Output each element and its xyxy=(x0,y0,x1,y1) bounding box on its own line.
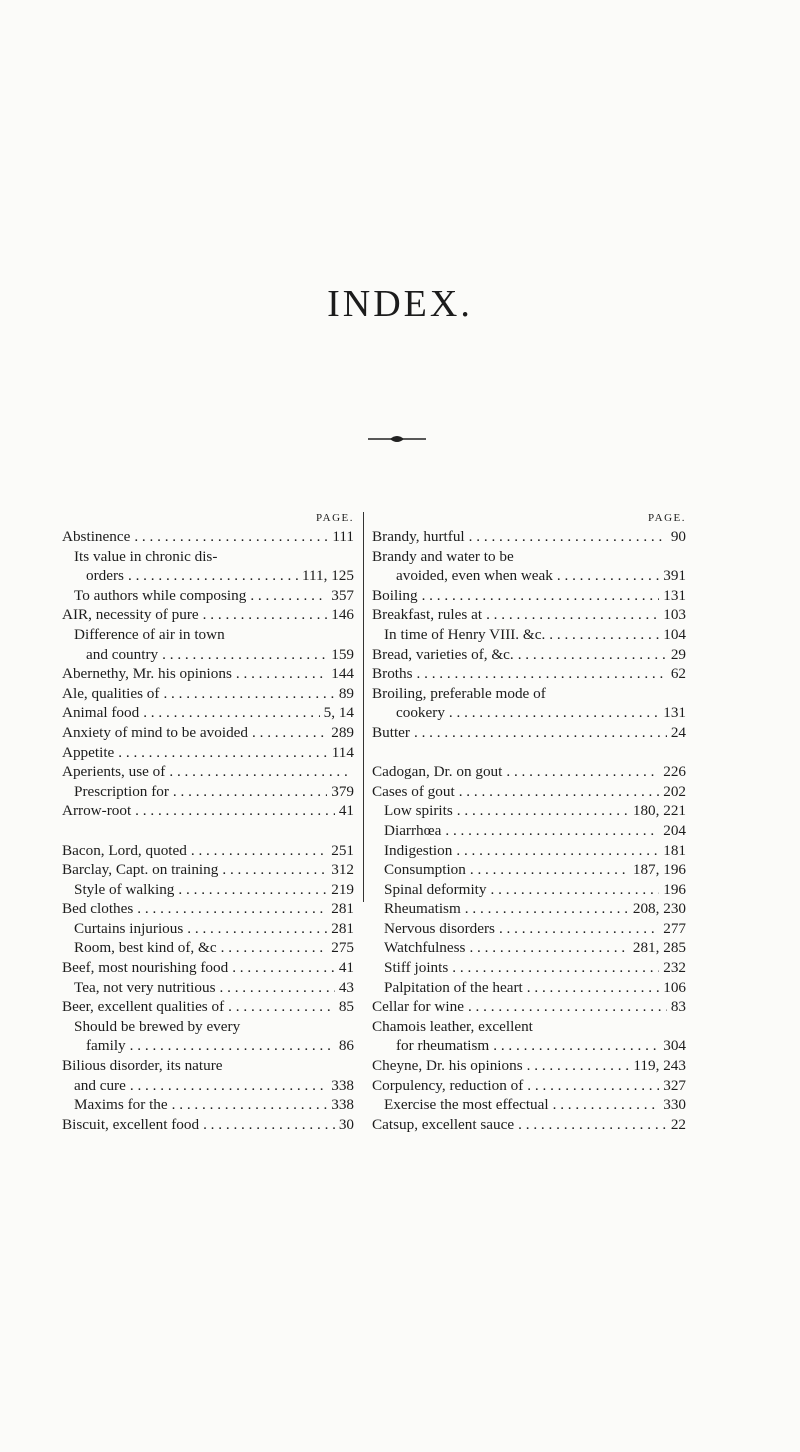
page-title: INDEX. xyxy=(327,283,473,325)
index-entry xyxy=(372,566,686,586)
dot-leader xyxy=(518,645,667,665)
dot-leader xyxy=(163,684,334,704)
entry-label: Stiff joints xyxy=(384,959,449,977)
dot-leader xyxy=(527,1076,659,1096)
index-entry xyxy=(372,1095,686,1115)
entry-page-number: 281 xyxy=(331,900,354,918)
entry-label: Broths xyxy=(372,665,413,683)
index-list-right xyxy=(372,527,686,1134)
index-entry xyxy=(62,1036,354,1056)
index-entry xyxy=(62,880,354,900)
entry-page-number: 103 xyxy=(663,606,686,624)
dot-leader xyxy=(469,938,628,958)
dot-leader xyxy=(445,821,659,841)
index-entry xyxy=(372,919,686,939)
entry-label: and cure xyxy=(74,1076,126,1094)
dot-leader xyxy=(486,605,659,625)
index-entry xyxy=(62,782,354,802)
entry-label: Indigestion xyxy=(384,841,453,859)
entry-label: Abernethy, Mr. his opinions xyxy=(62,665,232,683)
index-entry xyxy=(372,1036,686,1056)
index-entry xyxy=(372,664,686,684)
entry-page-number: 180, 221 xyxy=(632,802,686,820)
dot-leader xyxy=(557,566,659,586)
entry-label: for rheumatism xyxy=(396,1037,490,1055)
entry-label: In time of Henry VIII. &c. xyxy=(384,625,546,643)
index-entry xyxy=(62,664,354,684)
index-entry xyxy=(62,703,354,723)
index-entry xyxy=(372,762,686,782)
page-column-heading: PAGE. xyxy=(648,512,686,524)
entry-page-number: 251 xyxy=(331,841,354,859)
section-gap xyxy=(62,821,354,841)
index-entry xyxy=(372,586,686,606)
dot-leader xyxy=(220,978,335,998)
index-entry xyxy=(62,645,354,665)
entry-label: Tea, not very nutritious xyxy=(74,978,216,996)
index-entry xyxy=(62,1076,354,1096)
entry-label: Consumption xyxy=(384,861,466,879)
entry-label: Bread, varieties of, &c. xyxy=(372,645,514,663)
entry-label: Barclay, Capt. on training xyxy=(62,861,219,879)
index-entry xyxy=(62,684,354,704)
entry-page-number: 83 xyxy=(670,998,686,1016)
entry-label: Ale, qualities of xyxy=(62,684,160,702)
entry-label: Spinal deformity xyxy=(384,880,487,898)
entry-label: Boiling xyxy=(372,586,418,604)
dot-leader xyxy=(468,997,667,1017)
index-list-left xyxy=(62,527,354,1134)
index-entry xyxy=(372,997,686,1017)
dot-leader xyxy=(172,1095,328,1115)
entry-label: Cellar for wine xyxy=(372,998,464,1016)
dot-leader xyxy=(491,880,660,900)
index-entry xyxy=(62,997,354,1017)
entry-label: Arrow-root xyxy=(62,802,132,820)
dot-leader xyxy=(203,605,328,625)
index-entry xyxy=(62,899,354,919)
index-entry xyxy=(62,743,354,763)
dot-leader xyxy=(203,1115,335,1135)
entry-label: orders xyxy=(86,567,124,585)
dot-leader xyxy=(417,664,667,684)
entry-label: Appetite xyxy=(62,743,115,761)
entry-page-number: 90 xyxy=(670,528,686,545)
index-entry xyxy=(62,566,354,586)
entry-page-number: 62 xyxy=(670,665,686,683)
index-entry xyxy=(62,1095,354,1115)
dot-leader xyxy=(222,860,327,880)
dot-leader xyxy=(130,1036,335,1056)
entry-page-number: 106 xyxy=(663,978,686,996)
dot-leader xyxy=(143,703,319,723)
index-entry xyxy=(62,762,354,782)
entry-label: Bacon, Lord, quoted xyxy=(62,841,187,859)
index-entry xyxy=(62,938,354,958)
index-entry xyxy=(62,801,354,821)
entry-page-number: 144 xyxy=(331,665,354,683)
entry-label: and country xyxy=(86,645,159,663)
entry-page-number: 289 xyxy=(331,723,354,741)
entry-page-number: 86 xyxy=(338,1037,354,1055)
entry-label: cookery xyxy=(396,704,445,722)
column-divider xyxy=(363,512,364,902)
entry-page-number: 41 xyxy=(338,959,354,977)
entry-label: Brandy and water to be xyxy=(372,547,514,565)
index-entry xyxy=(62,841,354,861)
dot-leader xyxy=(252,723,327,743)
entry-label: Animal food xyxy=(62,704,140,722)
index-entry xyxy=(372,684,686,704)
dot-leader xyxy=(130,1076,327,1096)
entry-page-number: 41 xyxy=(338,802,354,820)
entry-page-number: 219 xyxy=(331,880,354,898)
entry-page-number: 114 xyxy=(331,743,354,761)
entry-label: Abstinence xyxy=(62,528,131,545)
entry-label: Biscuit, excellent food xyxy=(62,1115,200,1133)
index-entry xyxy=(372,841,686,861)
dot-leader xyxy=(493,1036,659,1056)
index-entry xyxy=(372,1017,686,1037)
entry-label: Its value in chronic dis- xyxy=(74,547,218,565)
entry-page-number: 43 xyxy=(338,978,354,996)
dot-leader xyxy=(422,586,660,606)
index-entry xyxy=(62,586,354,606)
entry-page-number: 232 xyxy=(663,959,686,977)
entry-label: Breakfast, rules at xyxy=(372,606,483,624)
entry-label: To authors while composing xyxy=(74,586,247,604)
entry-page-number: 304 xyxy=(663,1037,686,1055)
entry-page-number: 330 xyxy=(663,1096,686,1114)
dot-leader xyxy=(470,860,629,880)
dot-leader xyxy=(465,899,629,919)
index-entry xyxy=(62,547,354,567)
page-column-heading: PAGE. xyxy=(316,512,354,524)
index-entry xyxy=(372,821,686,841)
dot-leader xyxy=(236,664,327,684)
entry-label: AIR, necessity of pure xyxy=(62,606,199,624)
entry-page-number: 111 xyxy=(332,528,354,545)
entry-label: Rheumatism xyxy=(384,900,461,918)
dot-leader xyxy=(527,1056,630,1076)
entry-label: Should be brewed by every xyxy=(74,1017,241,1035)
index-entry xyxy=(62,723,354,743)
dot-leader xyxy=(549,625,659,645)
entry-page-number: 202 xyxy=(663,782,686,800)
entry-label: Nervous disorders xyxy=(384,919,495,937)
index-entry xyxy=(372,1076,686,1096)
dot-leader xyxy=(221,938,328,958)
index-entry xyxy=(372,547,686,567)
index-entry xyxy=(372,645,686,665)
entry-page-number: 338 xyxy=(331,1076,354,1094)
entry-page-number: 131 xyxy=(663,586,686,604)
index-entry xyxy=(372,978,686,998)
entry-page-number: 204 xyxy=(663,821,686,839)
dot-leader xyxy=(414,723,667,743)
entry-label: Beef, most nourishing food xyxy=(62,959,229,977)
divider-ornament xyxy=(366,433,428,445)
entry-label: Difference of air in town xyxy=(74,625,225,643)
entry-page-number: 29 xyxy=(670,645,686,663)
entry-label: Brandy, hurtful xyxy=(372,528,465,545)
index-entry xyxy=(372,899,686,919)
index-column-right xyxy=(372,510,686,1134)
dot-leader xyxy=(449,703,659,723)
entry-page-number: 24 xyxy=(670,723,686,741)
dot-leader xyxy=(137,899,327,919)
entry-page-number: 111, 125 xyxy=(301,567,354,585)
dot-leader xyxy=(162,645,327,665)
index-entry xyxy=(372,723,686,743)
dot-leader xyxy=(134,527,328,547)
index-entry xyxy=(372,801,686,821)
entry-page-number: 281 xyxy=(331,919,354,937)
index-entry xyxy=(372,958,686,978)
entry-label: Prescription for xyxy=(74,782,169,800)
entry-label: Watchfulness xyxy=(384,939,466,957)
entry-page-number: 187, 196 xyxy=(632,861,686,879)
index-entry xyxy=(62,919,354,939)
entry-page-number: 208, 230 xyxy=(632,900,686,918)
index-entry xyxy=(62,625,354,645)
entry-label: Bilious disorder, its nature xyxy=(62,1057,223,1075)
dot-leader xyxy=(228,997,335,1017)
index-entry xyxy=(62,978,354,998)
index-entry xyxy=(62,958,354,978)
dot-leader xyxy=(553,1095,660,1115)
dot-leader xyxy=(173,782,327,802)
entry-page-number: 119, 243 xyxy=(633,1057,686,1075)
index-entry xyxy=(62,1056,354,1076)
dot-leader xyxy=(518,1115,667,1135)
entry-page-number: 338 xyxy=(331,1096,354,1114)
entry-label: Aperients, use of xyxy=(62,763,166,781)
entry-label: Cheyne, Dr. his opinions xyxy=(372,1057,523,1075)
dot-leader xyxy=(527,978,659,998)
entry-page-number: 89 xyxy=(338,684,354,702)
index-column-left xyxy=(62,510,354,1134)
dot-leader xyxy=(128,566,298,586)
dot-leader xyxy=(499,919,659,939)
index-entry xyxy=(372,1056,686,1076)
entry-label: Cadogan, Dr. on gout xyxy=(372,763,503,781)
entry-label: Catsup, excellent sauce xyxy=(372,1115,515,1133)
dot-leader xyxy=(506,762,659,782)
section-gap xyxy=(372,743,686,763)
entry-page-number: 281, 285 xyxy=(632,939,686,957)
entry-label: Butter xyxy=(372,723,410,741)
dot-leader xyxy=(135,801,335,821)
entry-label: Style of walking xyxy=(74,880,175,898)
entry-label: Cases of gout xyxy=(372,782,455,800)
index-entry xyxy=(372,703,686,723)
entry-label: Maxims for the xyxy=(74,1096,168,1114)
entry-label: Palpitation of the heart xyxy=(384,978,523,996)
entry-page-number: 22 xyxy=(670,1115,686,1133)
entry-page-number: 104 xyxy=(663,625,686,643)
index-entry xyxy=(62,605,354,625)
dot-leader xyxy=(169,762,350,782)
entry-page-number: 226 xyxy=(663,763,686,781)
entry-page-number: 312 xyxy=(331,861,354,879)
entry-label: family xyxy=(86,1037,126,1055)
entry-label: Beer, excellent qualities of xyxy=(62,998,225,1016)
dot-leader xyxy=(469,527,667,547)
index-entry xyxy=(62,860,354,880)
entry-label: Room, best kind of, &c xyxy=(74,939,217,957)
entry-label: Broiling, preferable mode of xyxy=(372,684,546,702)
index-entry xyxy=(372,860,686,880)
entry-label: Curtains injurious xyxy=(74,919,184,937)
entry-label: Exercise the most effectual xyxy=(384,1096,549,1114)
entry-page-number: 327 xyxy=(663,1076,686,1094)
dot-leader xyxy=(457,801,629,821)
index-entry xyxy=(372,625,686,645)
index-entry xyxy=(62,527,354,547)
dot-leader xyxy=(178,880,327,900)
index-entry xyxy=(372,880,686,900)
entry-label: Bed clothes xyxy=(62,900,134,918)
entry-page-number: 30 xyxy=(338,1115,354,1133)
dot-leader xyxy=(191,841,327,861)
index-entry xyxy=(62,1115,354,1135)
entry-label: Low spirits xyxy=(384,802,453,820)
entry-page-number: 131 xyxy=(663,704,686,722)
index-entry xyxy=(372,1115,686,1135)
dot-leader xyxy=(232,958,335,978)
dot-leader xyxy=(459,782,660,802)
index-entry xyxy=(372,782,686,802)
dot-leader xyxy=(250,586,327,606)
entry-page-number: 277 xyxy=(663,919,686,937)
entry-label: Anxiety of mind to be avoided xyxy=(62,723,249,741)
entry-page-number: 181 xyxy=(663,841,686,859)
entry-page-number: 159 xyxy=(331,645,354,663)
index-entry xyxy=(372,605,686,625)
entry-label: Corpulency, reduction of xyxy=(372,1076,524,1094)
entry-page-number: 379 xyxy=(331,782,354,800)
index-entry xyxy=(372,938,686,958)
entry-label: avoided, even when weak xyxy=(396,567,553,585)
dot-leader xyxy=(456,841,659,861)
entry-page-number: 196 xyxy=(663,880,686,898)
entry-page-number: 357 xyxy=(331,586,354,604)
entry-page-number: 5, 14 xyxy=(323,704,354,722)
dot-leader xyxy=(452,958,659,978)
entry-label: Chamois leather, excellent xyxy=(372,1017,533,1035)
index-entry xyxy=(62,1017,354,1037)
dot-leader xyxy=(187,919,327,939)
entry-page-number: 146 xyxy=(331,606,354,624)
entry-page-number: 85 xyxy=(338,998,354,1016)
entry-page-number: 391 xyxy=(663,567,686,585)
dot-leader xyxy=(118,743,327,763)
entry-page-number: 275 xyxy=(331,939,354,957)
index-entry xyxy=(372,527,686,547)
entry-label: Diarrhœa xyxy=(384,821,442,839)
